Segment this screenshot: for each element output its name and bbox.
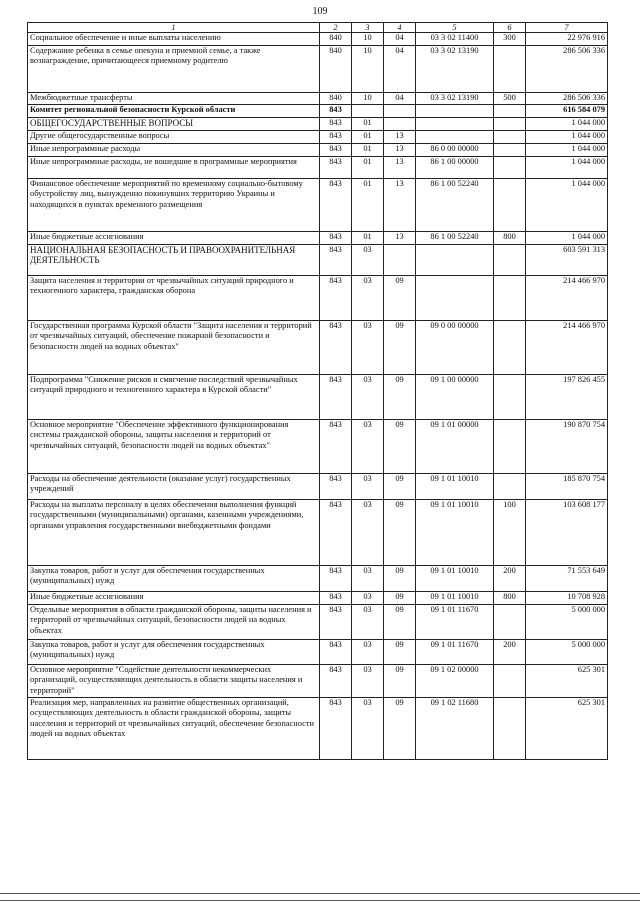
target-article-cell: 03 3 02 11400 [416,33,494,46]
table-row [28,698,608,760]
amount-cell: 10 708 928 [526,592,608,605]
amount-cell: 214 466 970 [526,276,608,321]
amount-cell: 286 506 336 [526,93,608,105]
code-cell: 13 [384,131,416,144]
column-number-row [28,23,608,33]
code-cell: 843 [320,179,352,232]
code-cell: 843 [320,245,352,276]
code-cell: 04 [384,93,416,105]
code-cell: 09 [384,665,416,698]
code-cell: 843 [320,698,352,760]
code-cell: 09 [384,566,416,592]
row-name: Отдельные мероприятия в области гражданской обороны, защиты населения и территорий от чрезвычайных ситуаций, безопасности людей на водных объектах [28,605,320,640]
target-article-cell: 09 1 02 00000 [416,665,494,698]
target-article-cell: 09 1 01 10010 [416,566,494,592]
expense-type-cell [494,46,526,93]
code-cell: 843 [320,566,352,592]
code-cell: 09 [384,605,416,640]
amount-cell: 625 301 [526,698,608,760]
code-cell: 03 [352,375,384,420]
expense-type-cell [494,605,526,640]
column-header: 3 [352,23,384,33]
bottom-rule [0,900,640,901]
target-article-cell: 09 1 01 00000 [416,420,494,474]
code-cell: 01 [352,232,384,245]
row-name: Содержание ребенка в семье опекуна и приемной семье, а также вознаграждение, причитающееся приемному родителю [28,46,320,93]
code-cell: 03 [352,592,384,605]
code-cell: 01 [352,144,384,157]
code-cell: 843 [320,592,352,605]
table-row [28,276,608,321]
code-cell [384,105,416,118]
code-cell: 01 [352,157,384,179]
page-number: 109 [312,6,328,17]
row-name: Основное мероприятие "Содействие деятельности некоммерческих организаций, осуществляющих деятельность в области защиты населения и территорий" [28,665,320,698]
table-row [28,566,608,592]
expense-type-cell: 100 [494,500,526,566]
row-name: Расходы на обеспечение деятельности (оказание услуг) государственных учреждений [28,474,320,500]
budget-table [27,22,608,760]
expense-type-cell [494,665,526,698]
code-cell: 10 [352,33,384,46]
code-cell [384,118,416,131]
row-name: Иные непрограммные расходы [28,144,320,157]
expense-type-cell [494,321,526,375]
column-header: 5 [416,23,494,33]
expense-type-cell: 200 [494,640,526,665]
amount-cell: 1 044 000 [526,179,608,232]
code-cell: 843 [320,474,352,500]
row-name: Подпрограмма "Снижение рисков и смягчение последствий чрезвычайных ситуаций природного и техногенного характера в Курской области" [28,375,320,420]
target-article-cell [416,131,494,144]
amount-cell: 1 044 000 [526,144,608,157]
code-cell: 843 [320,605,352,640]
target-article-cell: 09 0 00 00000 [416,321,494,375]
target-article-cell: 09 1 01 10010 [416,592,494,605]
table-row [28,118,608,131]
amount-cell: 616 584 079 [526,105,608,118]
amount-cell: 190 870 754 [526,420,608,474]
code-cell: 03 [352,566,384,592]
row-name: Другие общегосударственные вопросы [28,131,320,144]
code-cell [384,245,416,276]
expense-type-cell [494,375,526,420]
expense-type-cell: 300 [494,33,526,46]
table-row [28,321,608,375]
table-row [28,605,608,640]
table-row [28,474,608,500]
code-cell: 04 [384,46,416,93]
amount-cell: 1 044 000 [526,232,608,245]
code-cell: 843 [320,157,352,179]
column-header: 4 [384,23,416,33]
table-row [28,665,608,698]
row-name: Закупка товаров, работ и услуг для обеспечения государственных (муниципальных) нужд [28,566,320,592]
amount-cell: 603 591 313 [526,245,608,276]
expense-type-cell [494,118,526,131]
target-article-cell: 03 3 02 13190 [416,46,494,93]
target-article-cell: 09 1 01 10010 [416,474,494,500]
table-row [28,46,608,93]
table-row [28,93,608,105]
amount-cell: 71 553 649 [526,566,608,592]
expense-type-cell [494,276,526,321]
code-cell: 09 [384,474,416,500]
code-cell: 843 [320,105,352,118]
expense-type-cell: 800 [494,592,526,605]
code-cell [352,105,384,118]
row-name: Закупка товаров, работ и услуг для обеспечения государственных (муниципальных) нужд [28,640,320,665]
amount-cell: 1 044 000 [526,131,608,144]
code-cell: 09 [384,698,416,760]
code-cell: 10 [352,93,384,105]
code-cell: 13 [384,157,416,179]
target-article-cell: 86 1 00 52240 [416,232,494,245]
row-name: Иные бюджетные ассигнования [28,592,320,605]
amount-cell: 103 608 177 [526,500,608,566]
row-name: Социальное обеспечение и иные выплаты населению [28,33,320,46]
expense-type-cell [494,698,526,760]
amount-cell: 5 000 000 [526,605,608,640]
code-cell: 13 [384,179,416,232]
code-cell: 03 [352,698,384,760]
code-cell: 840 [320,33,352,46]
code-cell: 843 [320,420,352,474]
target-article-cell [416,118,494,131]
code-cell: 843 [320,118,352,131]
code-cell: 843 [320,375,352,420]
column-header: 7 [526,23,608,33]
target-article-cell [416,105,494,118]
table-row [28,232,608,245]
table-row [28,131,608,144]
target-article-cell: 03 3 02 13190 [416,93,494,105]
code-cell: 09 [384,375,416,420]
target-article-cell: 86 1 00 00000 [416,157,494,179]
amount-cell: 214 466 970 [526,321,608,375]
code-cell: 03 [352,640,384,665]
target-article-cell: 86 0 00 00000 [416,144,494,157]
table-row [28,179,608,232]
row-name: Основное мероприятие "Обеспечение эффективного функционирования системы гражданской обороны, защиты населения и территорий от чрезвычайных ситуаций, безопасности людей на водных объектах" [28,420,320,474]
table-row [28,420,608,474]
amount-cell: 1 044 000 [526,118,608,131]
amount-cell: 197 826 455 [526,375,608,420]
table-row [28,33,608,46]
code-cell: 01 [352,118,384,131]
table-row [28,592,608,605]
code-cell: 843 [320,232,352,245]
row-name: Государственная программа Курской области "Защита населения и территорий от чрезвычайных ситуаций, обеспечение пожарной безопасности и безопасности людей на водных объектах" [28,321,320,375]
target-article-cell: 09 1 01 11670 [416,605,494,640]
code-cell: 840 [320,93,352,105]
table-row [28,245,608,276]
code-cell: 09 [384,321,416,375]
code-cell: 03 [352,245,384,276]
expense-type-cell [494,179,526,232]
amount-cell: 22 976 916 [526,33,608,46]
code-cell: 843 [320,144,352,157]
column-header: 2 [320,23,352,33]
code-cell: 03 [352,605,384,640]
table-row [28,375,608,420]
code-cell: 843 [320,276,352,321]
target-article-cell: 86 1 00 52240 [416,179,494,232]
expense-type-cell [494,420,526,474]
expense-type-cell [494,245,526,276]
table-row [28,105,608,118]
amount-cell: 5 000 000 [526,640,608,665]
code-cell: 03 [352,321,384,375]
row-name: Иные бюджетные ассигнования [28,232,320,245]
column-header: 1 [28,23,320,33]
code-cell: 13 [384,144,416,157]
code-cell: 09 [384,592,416,605]
code-cell: 843 [320,500,352,566]
amount-cell: 286 506 336 [526,46,608,93]
code-cell: 843 [320,321,352,375]
code-cell: 03 [352,276,384,321]
code-cell: 09 [384,640,416,665]
amount-cell: 1 044 000 [526,157,608,179]
bottom-rule [0,893,640,894]
code-cell: 01 [352,131,384,144]
target-article-cell [416,276,494,321]
row-name: ОБЩЕГОСУДАРСТВЕННЫЕ ВОПРОСЫ [28,118,320,131]
expense-type-cell [494,157,526,179]
expense-type-cell: 500 [494,93,526,105]
row-name: Межбюджетные трансферты [28,93,320,105]
code-cell: 04 [384,33,416,46]
row-name: НАЦИОНАЛЬНАЯ БЕЗОПАСНОСТЬ И ПРАВООХРАНИТЕЛЬНАЯ ДЕЯТЕЛЬНОСТЬ [28,245,320,276]
amount-cell: 185 870 754 [526,474,608,500]
target-article-cell: 09 1 01 11670 [416,640,494,665]
table-row [28,144,608,157]
code-cell: 03 [352,420,384,474]
code-cell: 13 [384,232,416,245]
amount-cell: 625 301 [526,665,608,698]
code-cell: 843 [320,131,352,144]
row-name: Финансовое обеспечение мероприятий по временному социально-бытовому обустройству лиц, вынужденно покинувших территорию Украины и находящихся в пунктах временного размещения [28,179,320,232]
row-name: Защита населения и территории от чрезвычайных ситуаций природного и техногенного характера, гражданская оборона [28,276,320,321]
expense-type-cell [494,105,526,118]
row-name: Комитет региональной безопасности Курской области [28,105,320,118]
code-cell: 09 [384,276,416,321]
expense-type-cell [494,131,526,144]
code-cell: 843 [320,640,352,665]
target-article-cell: 09 1 00 00000 [416,375,494,420]
row-name: Расходы на выплаты персоналу в целях обеспечения выполнения функций государственными (муниципальными) органами, казенными учреждениями, органами управления государственными внебюджетными фондами [28,500,320,566]
column-header: 6 [494,23,526,33]
expense-type-cell: 200 [494,566,526,592]
expense-type-cell [494,474,526,500]
table-row [28,500,608,566]
code-cell: 843 [320,665,352,698]
code-cell: 01 [352,179,384,232]
table-row [28,157,608,179]
expense-type-cell: 800 [494,232,526,245]
code-cell: 03 [352,500,384,566]
row-name: Реализация мер, направленных на развитие общественных организаций, осуществляющих деятельность в области гражданской обороны, защиты населения и территорий от чрезвычайных ситуаций, обеспечение безопасности людей на водных объектах [28,698,320,760]
target-article-cell [416,245,494,276]
target-article-cell: 09 1 01 10010 [416,500,494,566]
code-cell: 09 [384,420,416,474]
code-cell: 10 [352,46,384,93]
expense-type-cell [494,144,526,157]
code-cell: 840 [320,46,352,93]
code-cell: 09 [384,500,416,566]
code-cell: 03 [352,474,384,500]
target-article-cell: 09 1 02 11680 [416,698,494,760]
table-row [28,640,608,665]
row-name: Иные непрограммные расходы, не вошедшие в программные мероприятия [28,157,320,179]
code-cell: 03 [352,665,384,698]
